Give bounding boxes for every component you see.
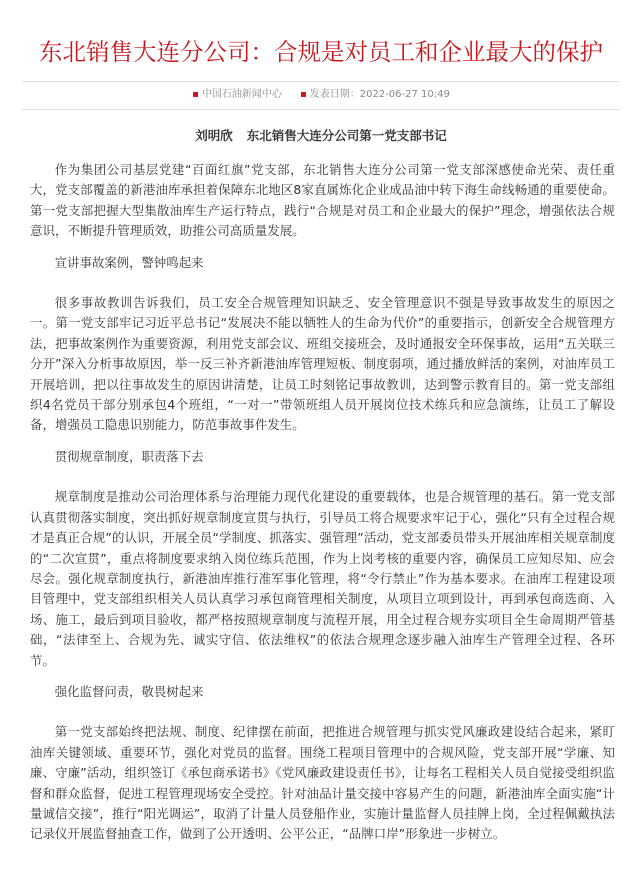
article-meta: [0, 88, 642, 102]
bullet-icon: ▪: [192, 89, 199, 100]
bullet-icon: ▪: [299, 89, 307, 100]
intro-paragraph: 作为集团公司基层党建“百面红旗”党支部，东北销售大连分公司第一党支部深感使命光荣、责任重大，党支部覆盖的新港油库承担着保障东北地区8家直属炼化企业成品油中转下海生命线畅通的重要使命。第一党支部把握大型集散油库生产运行特点，践行“合规是对员工和企业最大的保护”理念，增强依法合规意识，不断提升管理质效，助推公司高质量发展。: [30, 162, 615, 239]
divider: [22, 109, 620, 110]
section-heading: 宣讲事故案例，警钟鸣起来: [54, 254, 204, 270]
section-paragraph: 第一党支部始终把法规、制度、纪律摆在前面，把推进合规管理与抓实党风廉政建设结合起来，紧盯油库关键领域、重要环节，强化对党员的监督。围绕工程项目管理中的合规风险，党支部开展“学廉、知廉、守廉”活动，组织签订《承包商承诺书》《党风廉政建设责任书》，让每名工程相关人员自觉接受组织监督和群众监督，促进工程管理现场安全受控。针对油品计量交接中容易产生的问题，新港油库全面实施“计量诚信交接”，推行“阳光调运”，取消了计量人员登船作业，实施计量监督人员挂牌上岗，全过程佩戴执法记录仪开展监督抽查工作，做到了公开透明、公平公正，“品牌口岸”形象进一步树立。: [30, 724, 615, 842]
author-name: 刘明欣: [195, 128, 233, 143]
section-heading: 强化监督问责，敬畏树起来: [54, 683, 204, 699]
section-paragraph: 规章制度是推动公司治理体系与治理能力现代化建设的重要载体，也是合规管理的基石。第一党支部认真贯彻落实制度，突出抓好规章制度宣贯与执行，引导员工将合规要求牢记于心，强化“只有全过程合规才是真正合规”的认识，开展全员“学制度、抓落实、强管理”活动，党支部委员带头开展油库相关规章制度的“二次宣贯”，重点将制度要求纳入岗位练兵范围，作为上岗考核的重要内容，确保员工应知尽知、应会尽会。强化规章制度执行，新港油库推行准军事化管理，将“令行禁止”作为基本要求。在油库工程建设项目管理中，党支部组织相关人员认真学习承包商管理相关制度，从项目立项到设计，再到承包商选商、入场、施工，最后到项目验收，都严格按照规章制度与流程开展，用全过程合规夯实项目全生命周期严管基础，“法律至上、合规为先、诚实守信、依法维权”的依法合规理念逐步融入油库生产管理全过程、各环节。: [30, 489, 615, 668]
article-body: [30, 160, 615, 845]
section-paragraph: 很多事故教训告诉我们，员工安全合规管理知识缺乏、安全管理意识不强是导致事故发生的原因之一。第一党支部牢记习近平总书记“发展决不能以牺牲人的生命为代价”的重要指示，创新安全合规管理方法，把事故案例作为重要资源，利用党支部会议、班组交接班会，及时通报安全环保事故，运用“五关联三分开”深入分析事故原因，举一反三补齐新港油库管理短板、制度弱项，通过播放鲜活的案例，对油库员工开展培训，把以往事故发生的原因讲清楚，让员工时刻铭记事故教训，达到警示教育目的。第一党支部组织4名党员干部分别承包4个班组，“一对一”带领班组人员开展岗位技术练兵和应急演练，让员工了解设备，增强员工隐患识别能力，防范事故事件发生。: [30, 295, 615, 433]
source-label: 中国石油新闻中心: [201, 89, 282, 100]
article-title: 东北销售大连分公司：合规是对员工和企业最大的保护: [39, 38, 603, 66]
divider: [22, 81, 620, 82]
author-title: 东北销售大连分公司第一党支部书记: [246, 128, 447, 143]
author-line: [0, 127, 642, 145]
publish-date: 发表日期：2022-06-27 10:49: [309, 89, 450, 100]
section-heading: 贯彻规章制度，职责落下去: [54, 448, 204, 464]
